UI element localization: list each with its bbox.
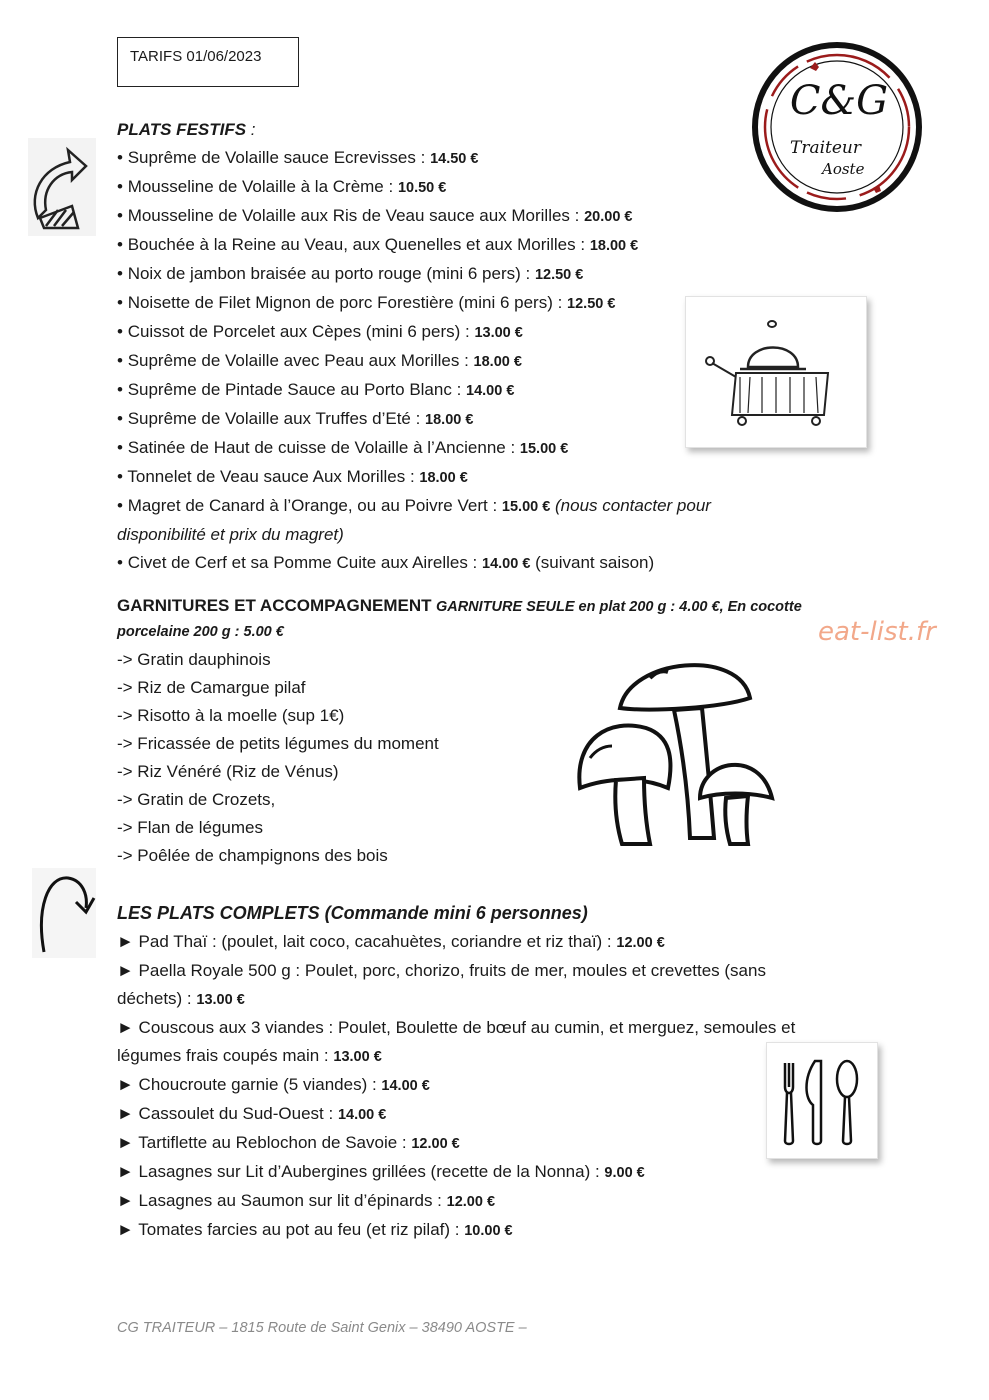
dish-price: 12.00 € bbox=[446, 1194, 496, 1210]
dish-label: ► Pad Thaï : (poulet, lait coco, cacahuètes, coriandre et riz thaï) : bbox=[117, 932, 617, 951]
festifs-list bbox=[117, 144, 711, 578]
festifs-item: • Noix de jambon braisée au porto rouge (mini 6 pers) : 12.50 € bbox=[117, 264, 584, 283]
festifs-item: • Bouchée à la Reine au Veau, aux Quenelles et aux Morilles : 18.00 € bbox=[117, 235, 639, 254]
festifs-item: • Mousseline de Volaille à la Crème : 10.50 € bbox=[117, 177, 447, 196]
serving-cart-card bbox=[685, 296, 867, 448]
complet-item bbox=[117, 1187, 795, 1216]
dish-price: 12.00 € bbox=[411, 1136, 460, 1152]
festifs-item: • Noisette de Filet Mignon de porc Forestière (mini 6 pers) : 12.50 € bbox=[117, 293, 616, 312]
dish-price: 14.00 € bbox=[482, 556, 531, 572]
dish-suffix: (suivant saison) bbox=[530, 553, 655, 572]
dish-label: Mousseline de Volaille à la Crème : bbox=[127, 177, 398, 196]
curved-arrow-icon bbox=[28, 138, 96, 236]
festifs-title bbox=[117, 120, 256, 140]
garniture-item: -> Flan de légumes bbox=[117, 818, 263, 837]
dish-price: 15.00 € bbox=[501, 499, 551, 515]
dish-price: 12.50 € bbox=[567, 296, 616, 312]
dish-price: 12.50 € bbox=[534, 267, 584, 283]
dish-label: ► Tartiflette au Reblochon de Savoie : bbox=[117, 1133, 412, 1152]
festifs-item: • Tonnelet de Veau sauce Aux Morilles : 18.00 € bbox=[117, 467, 468, 486]
complet-item: ► Paella Royale 500 g : Poulet, porc, chorizo, fruits de mer, moules et crevettes (sans bbox=[117, 961, 766, 980]
festifs-item: • Cuissot de Porcelet aux Cèpes (mini 6 pers) : 13.00 € bbox=[117, 322, 523, 341]
festifs-item: • Suprême de Pintade Sauce au Porto Blanc : 14.00 € bbox=[117, 380, 515, 399]
dish-price: 12.00 € bbox=[616, 935, 665, 951]
garniture-item: -> Gratin dauphinois bbox=[117, 650, 271, 669]
festifs-item: • Suprême de Volaille aux Truffes d’Eté : 18.00 € bbox=[117, 409, 474, 428]
garniture-item: -> Riz Vénéré (Riz de Vénus) bbox=[117, 762, 339, 781]
garnitures-list bbox=[117, 646, 439, 870]
logo-line-traiteur: Traiteur bbox=[790, 138, 862, 158]
mushroom-icon bbox=[570, 648, 780, 848]
company-logo bbox=[748, 38, 926, 216]
watermark: eat-list.fr bbox=[818, 617, 936, 647]
dish-price: 15.00 € bbox=[519, 441, 569, 457]
dish-label: Satinée de Haut de cuisse de Volaille à l’Ancienne : bbox=[127, 438, 520, 457]
dish-label: ► Cassoulet du Sud-Ouest : bbox=[117, 1104, 338, 1123]
dish-price: 9.00 € bbox=[604, 1165, 645, 1181]
dish-note: (nous contacter pour bbox=[550, 496, 711, 515]
cutlery-icon bbox=[767, 1043, 877, 1158]
dish-label: Suprême de Volaille avec Peau aux Morilles : bbox=[127, 351, 474, 370]
festifs-item: • Satinée de Haut de cuisse de Volaille à l’Ancienne : 15.00 € bbox=[117, 438, 569, 457]
dish-price: 14.00 € bbox=[466, 383, 515, 399]
tarifs-date: TARIFS 01/06/2023 bbox=[130, 48, 262, 65]
dish-price: 13.00 € bbox=[333, 1049, 382, 1065]
dish-label: Magret de Canard à l’Orange, ou au Poivre Vert : bbox=[127, 496, 502, 515]
festifs-title-colon: : bbox=[246, 120, 256, 139]
dish-price: 20.00 € bbox=[584, 209, 633, 225]
complet-item bbox=[117, 1071, 795, 1100]
dish-label: Cuissot de Porcelet aux Cèpes (mini 6 pers) : bbox=[127, 322, 475, 341]
complet-item bbox=[117, 1129, 795, 1158]
festifs-title-text: PLATS FESTIFS bbox=[117, 120, 247, 139]
mushrooms-illustration bbox=[570, 648, 780, 848]
dish-label: ► Lasagnes au Saumon sur lit d’épinards : bbox=[117, 1191, 447, 1210]
dish-price: 13.00 € bbox=[196, 992, 245, 1008]
garnitures-header bbox=[117, 596, 802, 616]
hook-arrow-icon bbox=[32, 868, 96, 958]
dish-label: légumes frais coupés main : bbox=[117, 1046, 334, 1065]
dish-label: Tonnelet de Veau sauce Aux Morilles : bbox=[127, 467, 420, 486]
dish-label: Mousseline de Volaille aux Ris de Veau sauce aux Morilles : bbox=[127, 206, 585, 225]
dish-price: 14.50 € bbox=[430, 151, 479, 167]
dish-label: ► Choucroute garnie (5 viandes) : bbox=[117, 1075, 382, 1094]
serving-cart-icon bbox=[686, 297, 866, 447]
dish-note-continued: disponibilité et prix du magret) bbox=[117, 525, 344, 544]
dish-price: 13.00 € bbox=[474, 325, 523, 341]
dish-price: 10.50 € bbox=[397, 180, 447, 196]
dish-label: Noisette de Filet Mignon de porc Forestière (mini 6 pers) : bbox=[127, 293, 568, 312]
logo-line-aoste: Aoste bbox=[822, 160, 865, 178]
dish-label: déchets) : bbox=[117, 989, 197, 1008]
complet-item: ► Couscous aux 3 viandes : Poulet, Boulette de bœuf au cumin, et merguez, semoules et bbox=[117, 1018, 796, 1037]
dish-price: 18.00 € bbox=[419, 470, 468, 486]
festifs-item: • Magret de Canard à l’Orange, ou au Poivre Vert : 15.00 € (nous contacter pour bbox=[117, 496, 711, 515]
complet-item bbox=[117, 928, 795, 957]
footer-address: CG TRAITEUR – 1815 Route de Saint Genix – 38490 AOSTE – bbox=[117, 1320, 527, 1336]
dish-label: Civet de Cerf et sa Pomme Cuite aux Airelles : bbox=[127, 553, 482, 572]
dish-price: 18.00 € bbox=[473, 354, 522, 370]
complet-item bbox=[117, 1158, 795, 1187]
logo-emblem bbox=[748, 38, 926, 216]
garniture-item: -> Gratin de Crozets, bbox=[117, 790, 276, 809]
garnitures-subtitle-continued: porcelaine 200 g : 5.00 € bbox=[117, 624, 284, 640]
tarifs-date-box bbox=[117, 37, 299, 87]
garnitures-subtitle: GARNITURE SEULE en plat 200 g : 4.00 €, En cocotte bbox=[435, 599, 802, 615]
complets-title: LES PLATS COMPLETS (Commande mini 6 personnes) bbox=[117, 903, 588, 923]
festifs-item: • Mousseline de Volaille aux Ris de Veau sauce aux Morilles : 20.00 € bbox=[117, 206, 633, 225]
dish-label: Suprême de Pintade Sauce au Porto Blanc : bbox=[127, 380, 467, 399]
complet-item bbox=[117, 1216, 795, 1245]
festifs-item: • Suprême de Volaille avec Peau aux Morilles : 18.00 € bbox=[117, 351, 522, 370]
logo-monogram: C&G bbox=[789, 78, 889, 124]
dish-label: Suprême de Volaille aux Truffes d’Eté : bbox=[127, 409, 426, 428]
garniture-item: -> Risotto à la moelle (sup 1€) bbox=[117, 706, 345, 725]
dish-label: Suprême de Volaille sauce Ecrevisses : bbox=[127, 148, 431, 167]
dish-label: Bouchée à la Reine au Veau, aux Quenelles et aux Morilles : bbox=[127, 235, 590, 254]
complet-item bbox=[117, 1100, 795, 1129]
garniture-item: -> Poêlée de champignons des bois bbox=[117, 846, 388, 865]
dish-price: 18.00 € bbox=[589, 238, 639, 254]
festifs-item: • Suprême de Volaille sauce Ecrevisses : 14.50 € bbox=[117, 148, 479, 167]
festifs-item: • Civet de Cerf et sa Pomme Cuite aux Airelles : 14.00 € (suivant saison) bbox=[117, 553, 655, 572]
complets-list bbox=[117, 928, 795, 1245]
dish-label: Noix de jambon braisée au porto rouge (mini 6 pers) : bbox=[127, 264, 535, 283]
dish-price: 18.00 € bbox=[425, 412, 474, 428]
garniture-item: -> Fricassée de petits légumes du moment bbox=[117, 734, 439, 753]
dish-price: 14.00 € bbox=[337, 1107, 387, 1123]
dish-price: 10.00 € bbox=[464, 1223, 513, 1239]
dish-price: 14.00 € bbox=[381, 1078, 430, 1094]
cutlery-card bbox=[766, 1042, 878, 1159]
dish-label: ► Lasagnes sur Lit d’Aubergines grillées (recette de la Nonna) : bbox=[117, 1162, 605, 1181]
dish-label: ► Tomates farcies au pot au feu (et riz pilaf) : bbox=[117, 1220, 465, 1239]
garniture-item: -> Riz de Camargue pilaf bbox=[117, 678, 306, 697]
garnitures-title: GARNITURES ET ACCOMPAGNEMENT bbox=[117, 596, 432, 615]
complet-item-continued bbox=[117, 1042, 795, 1071]
complet-item-continued bbox=[117, 985, 795, 1014]
